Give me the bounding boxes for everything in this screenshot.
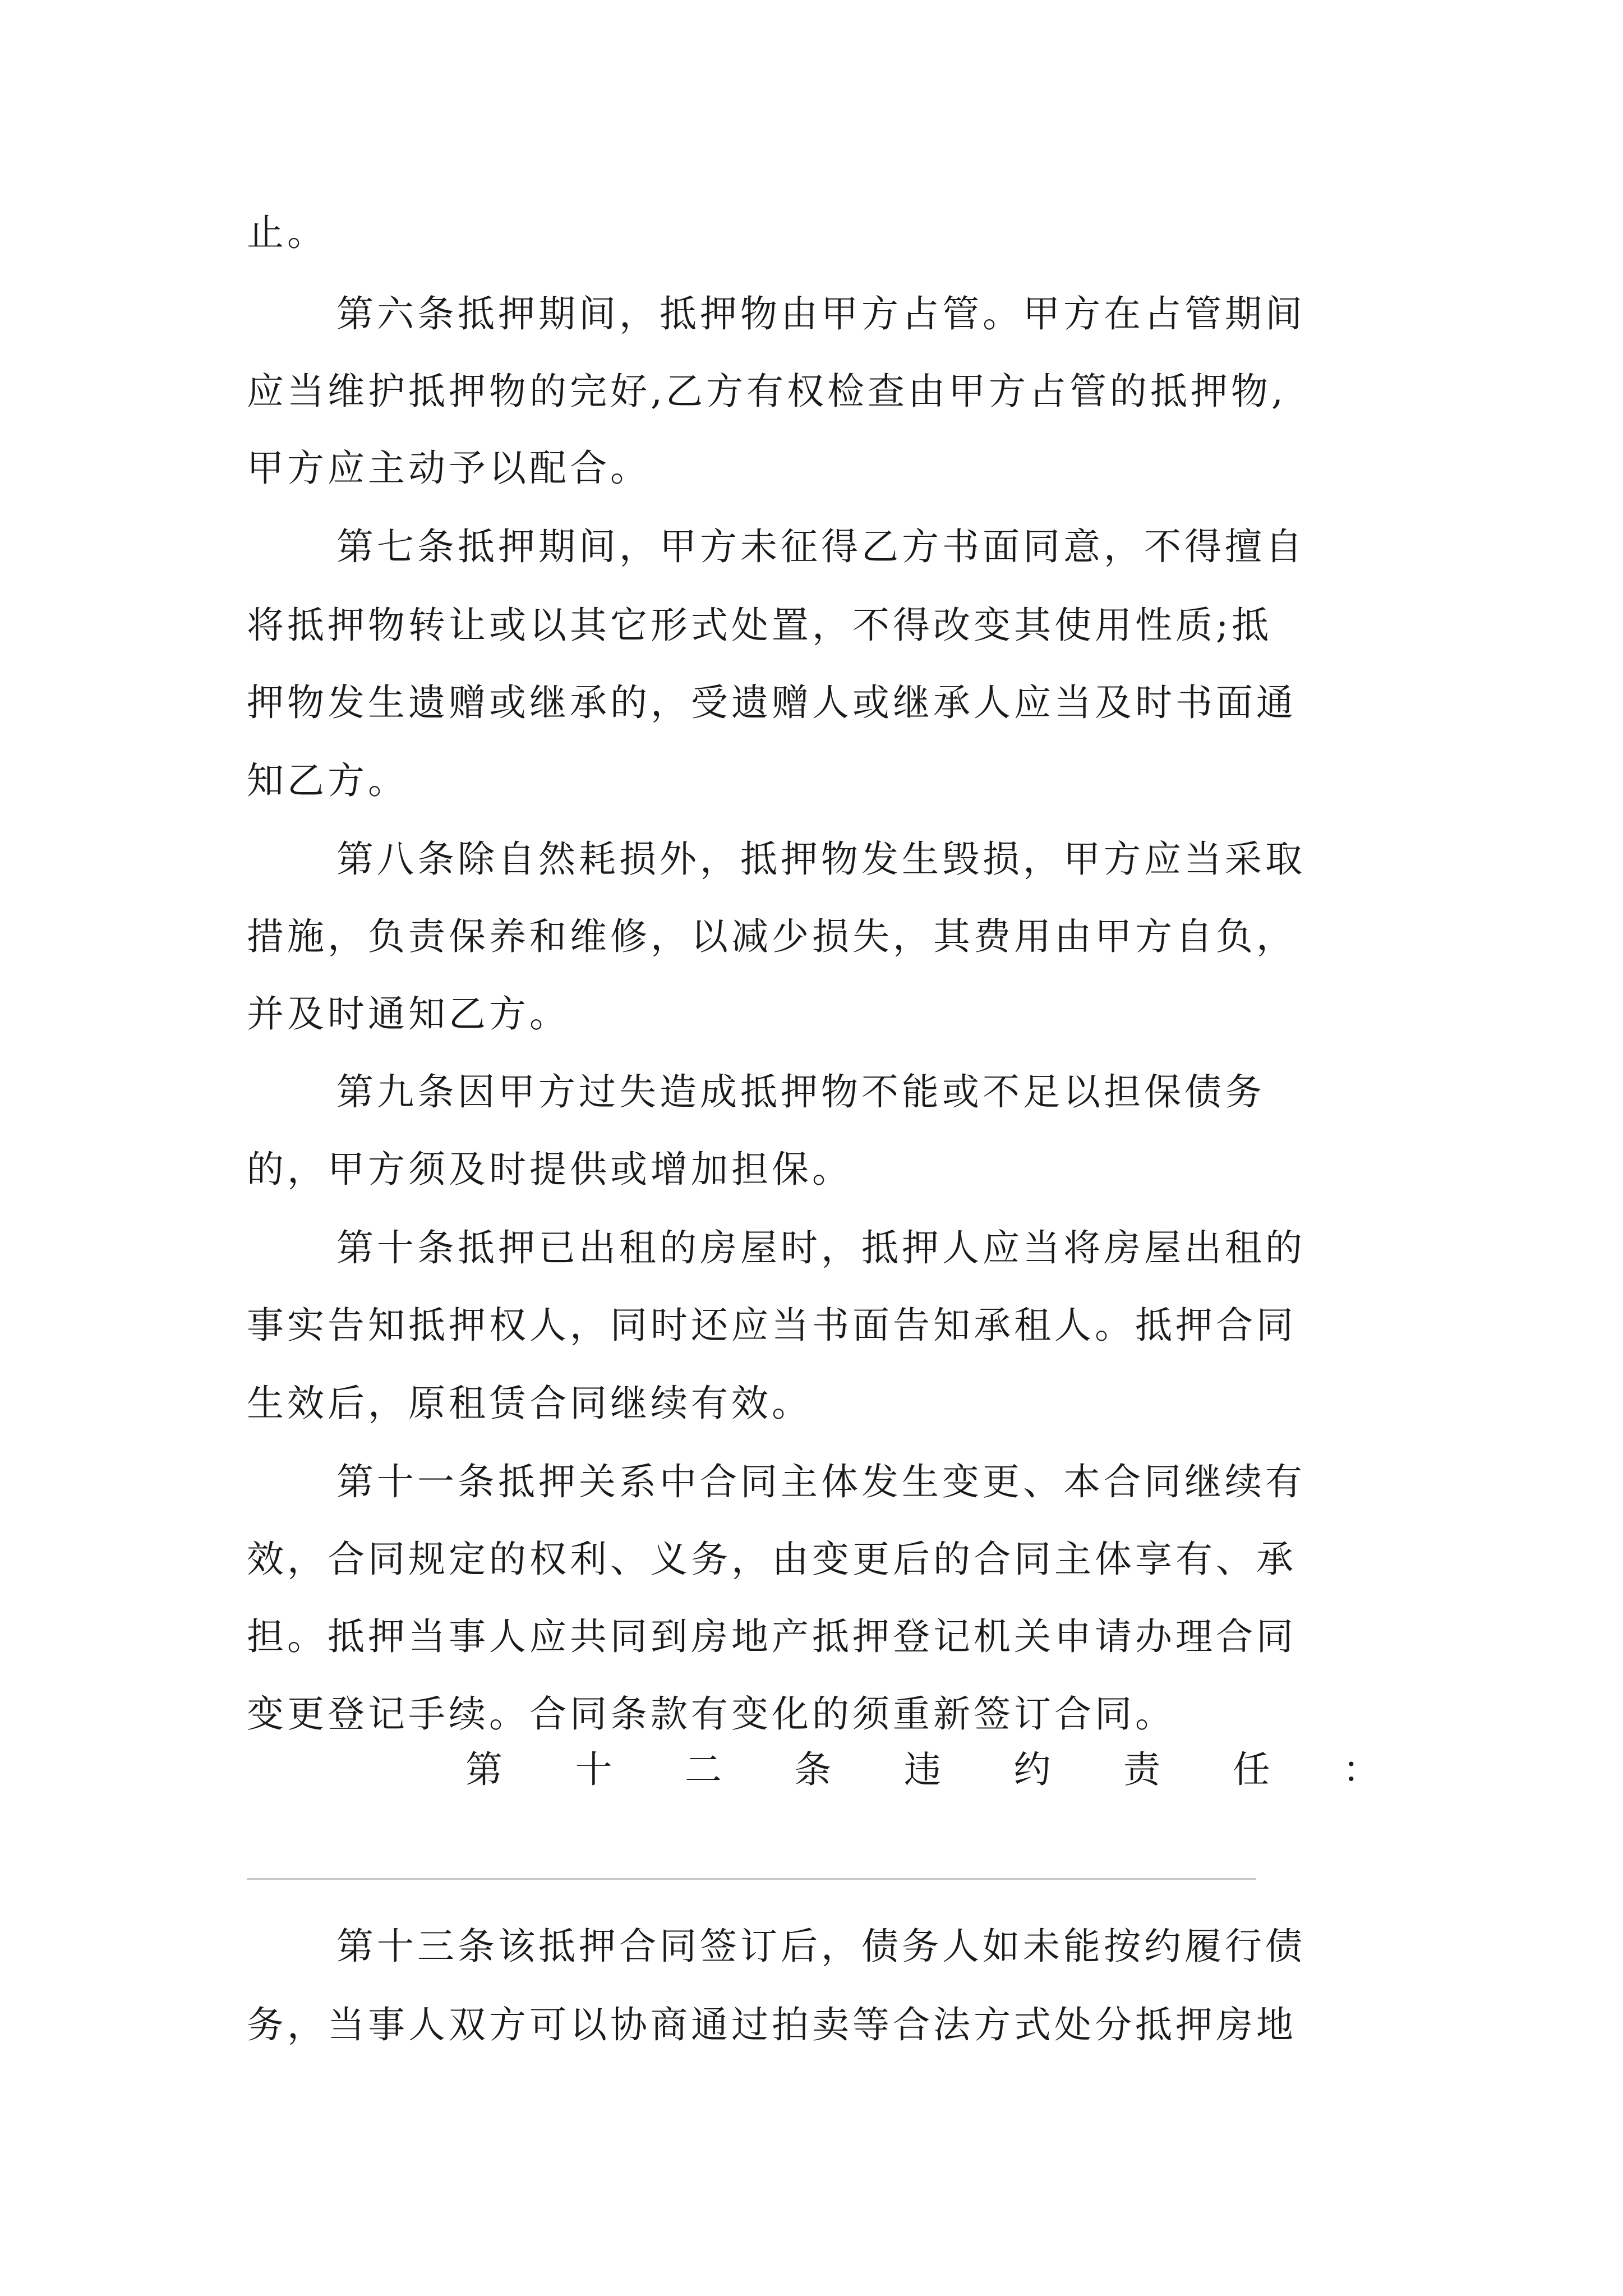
heading-char: 约 [1013, 1748, 1051, 1791]
heading-char: 二 [685, 1748, 722, 1791]
text-line: 并及时通知乙方。 [247, 992, 570, 1036]
text-line: 第八条除自然耗损外，抵押物发生毁损，甲方应当采取 [336, 838, 1306, 881]
text-line: 事实告知抵押权人，同时还应当书面告知承租人。抵押合同 [247, 1304, 1297, 1347]
text-line: 止。 [247, 211, 328, 254]
text-line: 变更登记手续。合同条款有变化的须重新签订合同。 [247, 1692, 1175, 1736]
blank-fill-line [247, 1878, 1256, 1880]
text-line: 第九条因甲方过失造成抵押物不能或不足以担保债务 [336, 1070, 1265, 1114]
text-line: 第十三条该抵押合同签订后，债务人如未能按约履行债 [336, 1925, 1306, 1968]
text-line: 务，当事人双方可以协商通过拍卖等合法方式处分抵押房地 [247, 2003, 1297, 2046]
text-line: 措施，负责保养和维修，以减少损失，其费用由甲方自负， [247, 915, 1297, 958]
text-line: 生效后，原租赁合同继续有效。 [247, 1382, 812, 1425]
text-line: 应当维护抵押物的完好,乙方有权检查由甲方占管的抵押物, [247, 370, 1287, 413]
heading-char: 任 [1233, 1748, 1270, 1791]
text-line: 担。抵押当事人应共同到房地产抵押登记机关申请办理合同 [247, 1615, 1297, 1658]
text-line: 效，合同规定的权利、义务，由变更后的合同主体享有、承 [247, 1538, 1297, 1581]
heading-char: 第 [465, 1748, 502, 1791]
text-line: 将抵押物转让或以其它形式处置，不得改变其使用性质;抵 [247, 604, 1272, 647]
text-line: 第六条抵押期间，抵押物由甲方占管。甲方在占管期间 [336, 292, 1306, 335]
text-line: 押物发生遗赠或继承的，受遗赠人或继承人应当及时书面通 [247, 681, 1297, 724]
heading-char: 条 [794, 1748, 832, 1791]
heading-char: 责 [1123, 1748, 1160, 1791]
text-line: 第十条抵押已出租的房屋时，抵押人应当将房屋出租的 [336, 1226, 1306, 1269]
text-line: 第七条抵押期间，甲方未征得乙方书面同意，不得擅自 [336, 525, 1306, 568]
heading-char: 十 [575, 1748, 612, 1791]
heading-char: 违 [904, 1748, 941, 1791]
text-line: 甲方应主动予以配合。 [247, 447, 651, 490]
heading-char: ： [1343, 1748, 1380, 1791]
text-line: 的，甲方须及时提供或增加担保。 [247, 1148, 852, 1191]
text-line: 第十一条抵押关系中合同主体发生变更、本合同继续有 [336, 1460, 1306, 1503]
article-12-heading [465, 1742, 1380, 1798]
text-line: 知乙方。 [247, 759, 408, 802]
